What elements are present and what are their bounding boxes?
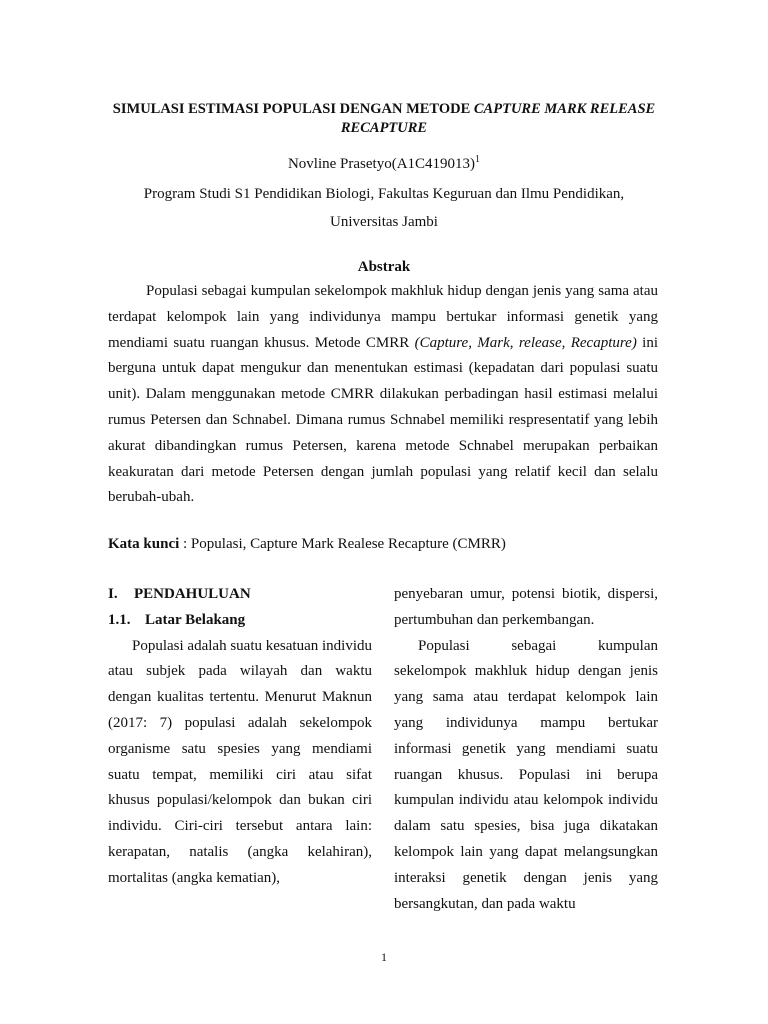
abstract-text-1: Populasi sebagai kumpulan sekelompok makhluk hidup dengan jenis yang sama atau terdapat kelompok lain yang individunya mampu bertukar informasi genetik yang mendiami suatu ruangan khusus. Metode CMRR [108, 283, 658, 351]
right-column [394, 582, 658, 917]
keywords-text: : Populasi, Capture Mark Realese Recapture (CMRR) [179, 536, 506, 552]
paper-title [110, 100, 658, 138]
subsection-heading [108, 608, 372, 634]
affiliation-line-2: Universitas Jambi [330, 214, 438, 230]
abstract-text-2: ini berguna untuk dapat mengukur dan menentukan estimasi (kepadatan dari populasi suatu unit). Dalam menggunakan metode CMRR dilakukan perbadingan hasil estimasi melalui rumus Petersen dan Schnabel. Dimana rumus Schnabel memiliki respresentatif yang lebih akurat dibandingkan rumus Petersen, karena metode Schnabel merupakan perbaikan keakuratan dari metode Petersen dengan jumlah populasi yang relatif kecil dan selalu berubah-ubah. [108, 334, 659, 506]
author-name: Novline Prasetyo(A1C419013) [287, 156, 476, 172]
subsection-number: 1.1. [108, 611, 131, 628]
subsection-title: Latar Belakang [145, 611, 246, 628]
abstract-heading: Abstrak [357, 259, 411, 275]
right-paragraph-text: Populasi sebagai kumpulan sekelompok makhluk hidup dengan jenis yang sama atau terdapat kelompok lain yang individunya mampu bertukar informasi genetik yang mendiami suatu ruangan khusus. Populasi ini berupa kumpulan individu atau kelompok individu dalam satu spesies, bisa juga dikatakan kelompok lain yang dapat melangsungkan interaksi genetik dengan jenis yang bersangkutan, dan pada waktu [394, 637, 658, 912]
left-column [108, 582, 372, 892]
affiliation [110, 180, 658, 236]
right-continuation [394, 582, 658, 634]
paper-title-italic: CAPTURE MARK RELEASE RECAPTURE [340, 101, 656, 136]
abstract-text-italic: (Capture, Mark, release, Recapture) [414, 334, 637, 351]
right-continuation-text: penyebaran umur, potensi biotik, dispersi, pertumbuhan dan perkembangan. [394, 586, 658, 628]
section-heading [108, 582, 372, 608]
left-paragraph-text: Populasi adalah suatu kesatuan individu atau subjek pada wilayah dan waktu dengan kualitas tertentu. Menurut Maknun (2017: 7) populasi adalah sekelompok organisme satu spesies yang mendiami suatu tempat, memiliki ciri atau sifat khusus populasi/kelompok dan bukan ciri individu. Ciri-ciri tersebut antara lain: kerapatan, natalis (angka kelahiran), mortalitas (angka kematian), [108, 637, 372, 886]
keywords [108, 534, 658, 554]
left-paragraph [108, 634, 372, 892]
paper-title-text: SIMULASI ESTIMASI POPULASI DENGAN METODE [112, 101, 474, 117]
keywords-label: Kata kunci [108, 536, 180, 552]
section-number: I. [108, 586, 118, 602]
author-superscript: 1 [475, 154, 481, 165]
page-number: 1 [381, 950, 387, 964]
abstract-body [108, 279, 658, 511]
section-title: PENDAHULUAN [134, 586, 251, 602]
affiliation-line-1: Program Studi S1 Pendidikan Biologi, Fakultas Keguruan dan Ilmu Pendidikan, [143, 186, 625, 202]
author-line [110, 150, 658, 174]
right-paragraph [394, 634, 658, 918]
